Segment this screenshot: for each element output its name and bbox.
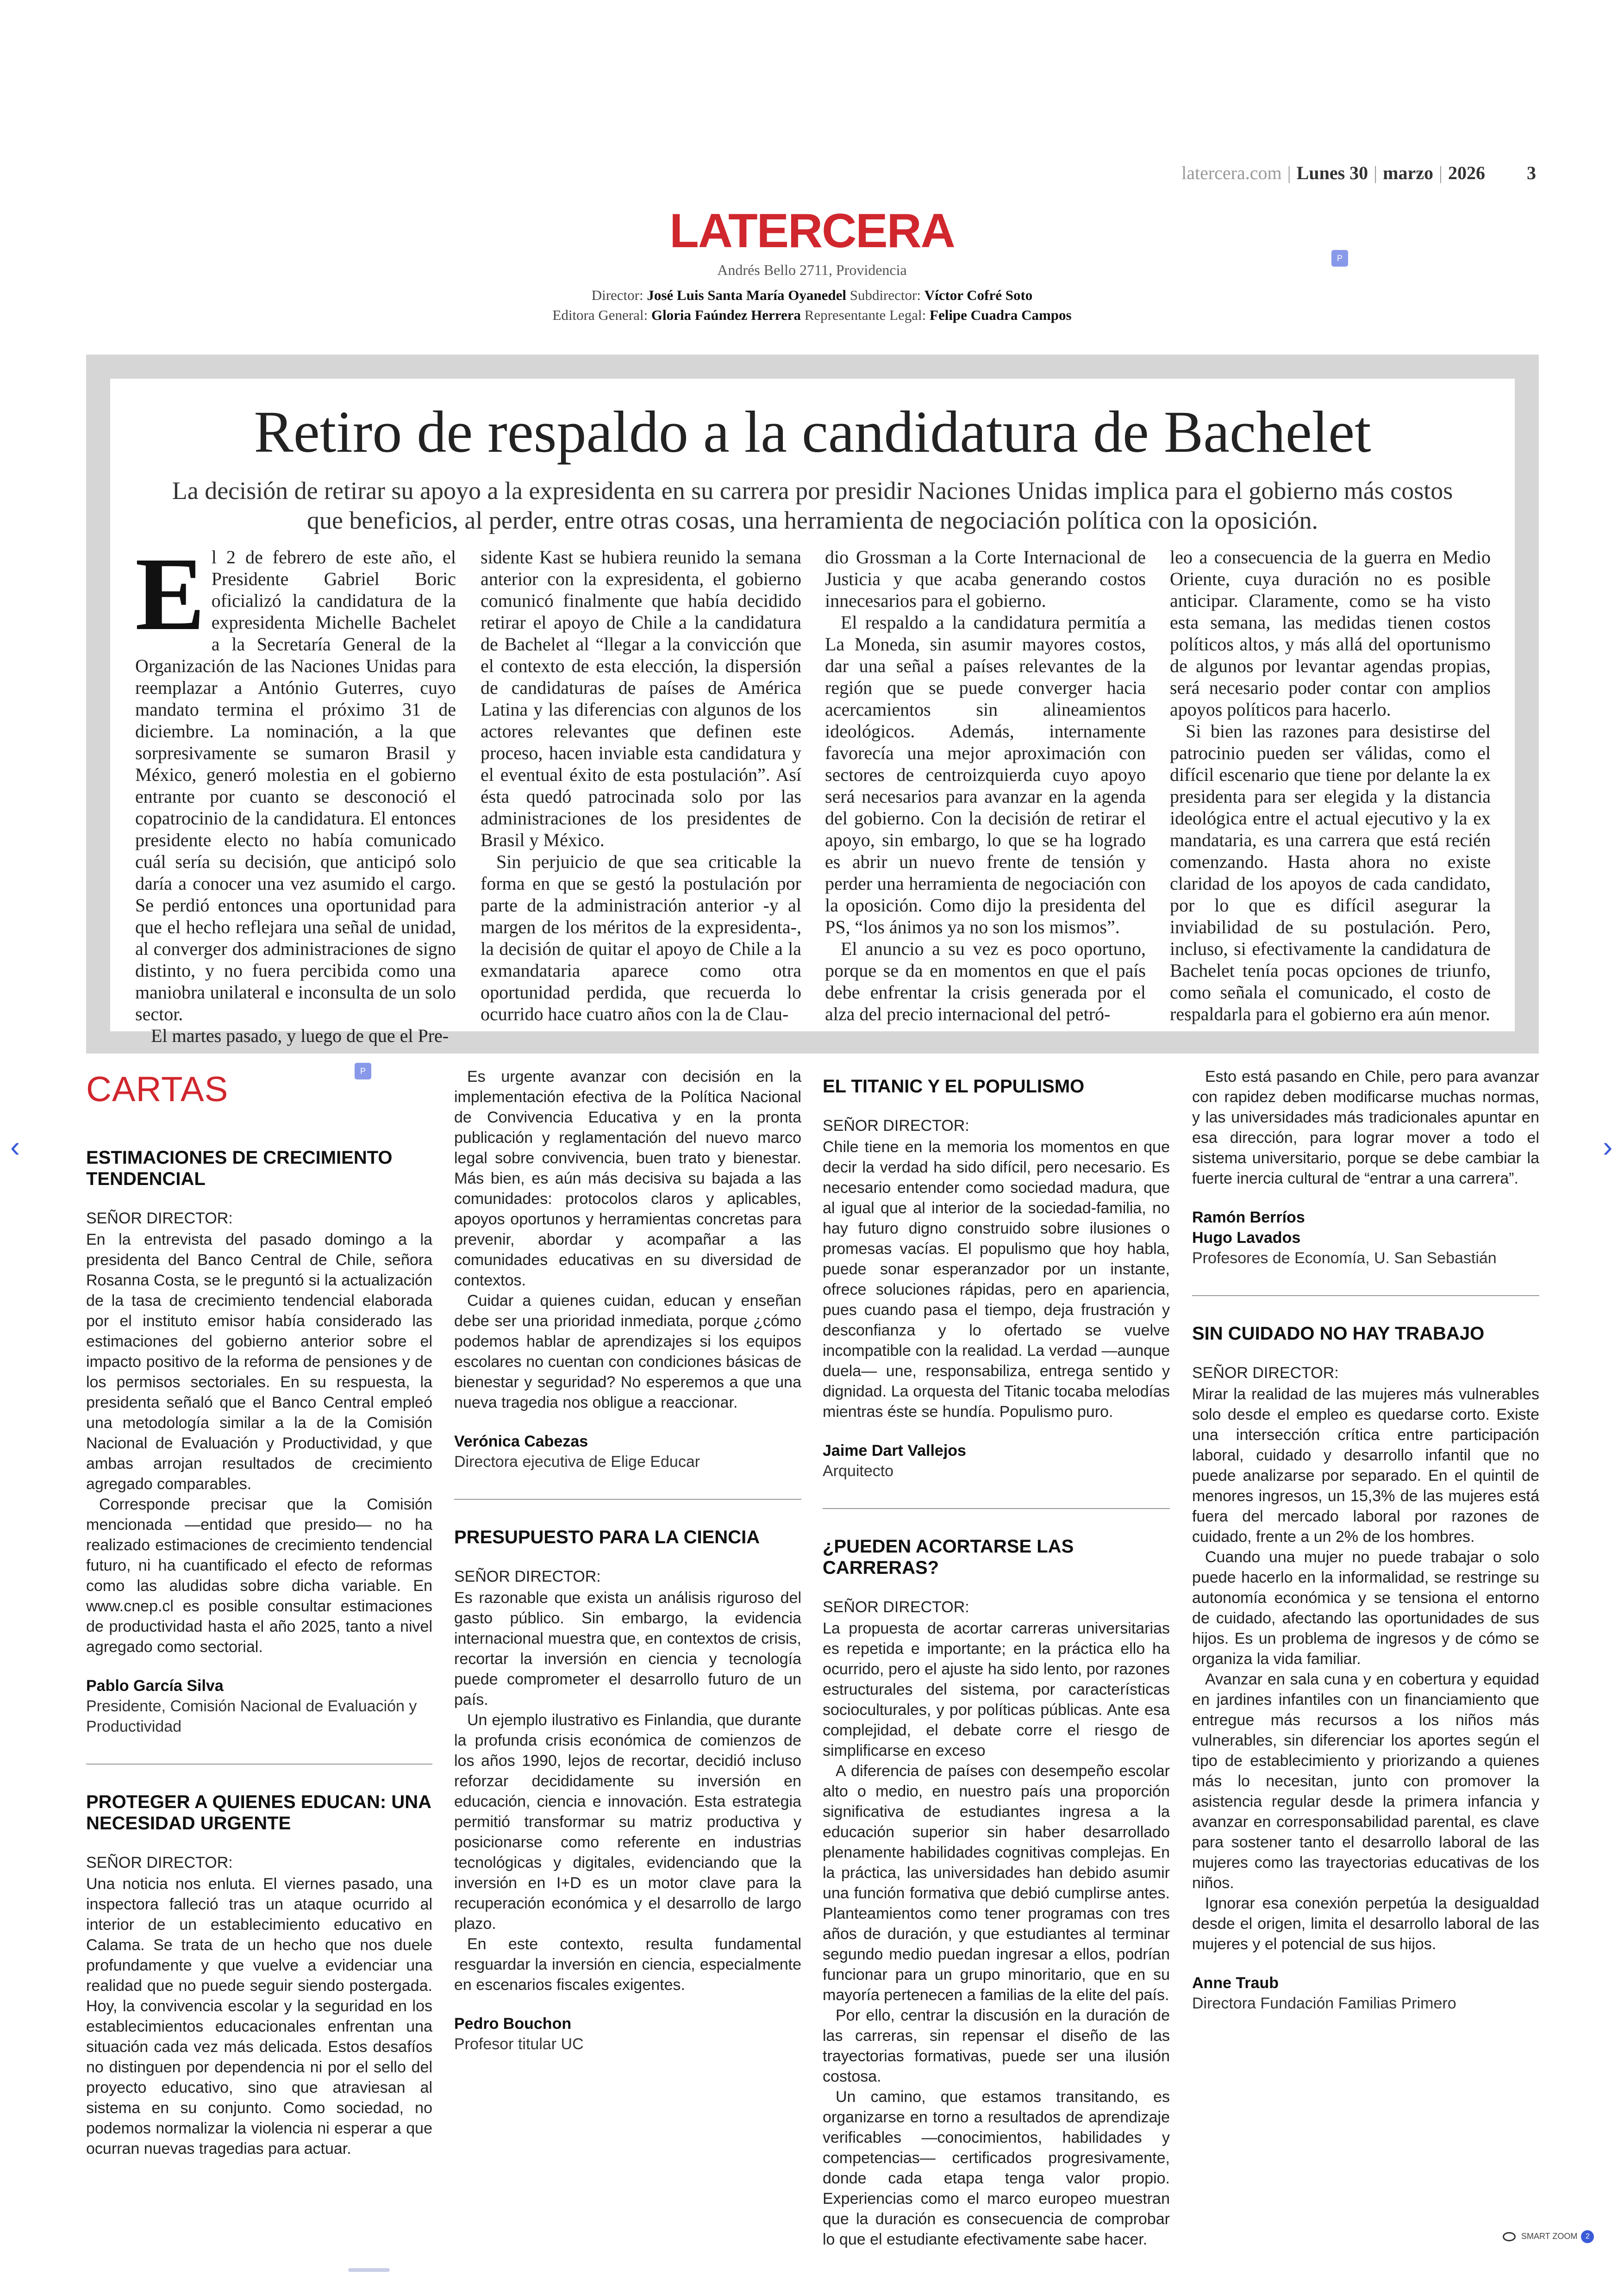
letter-paragraph: Chile tiene en la memoria los momentos en que decir la verdad ha sido difícil, pero necesario. Es necesario entender como sociedad madura, que al igual que al interior de la sociedad-familia, no hay futuro digno construido sobre ilusiones o promesas vacías. El populismo que hoy habla, puede sonar esperanzador por un instante, ofrece soluciones rápidas, pero en apariencia, pues cuando pasa el tiempo, deja frustración y desconfianza y lo ofertado se vuelve incompatible con la realidad. La verdad —aunque duela— une, responsabiliza, entrega sentido y dignidad. La orquesta del Titanic tocaba melodías mientras éste se hundía. Populismo puro. — [823, 1138, 1170, 1421]
smart-zoom-button[interactable] — [1503, 2230, 1594, 2243]
cartas-column-4 — [1192, 1066, 1539, 2014]
cartas-column-3 — [823, 1076, 1170, 2250]
letter-salutation: SEÑOR DIRECTOR: — [823, 1598, 969, 1616]
letter-salutation: SEÑOR DIRECTOR: — [86, 1854, 233, 1871]
letter-signature: Jaime Dart Vallejos — [823, 1442, 966, 1459]
letter-signature: Hugo Lavados — [1192, 1229, 1301, 1247]
letter-signature: Pablo García Silva — [86, 1677, 224, 1695]
letter-signer-role: Presidente, Comisión Nacional de Evaluación y Productividad — [86, 1697, 417, 1735]
cartas-section-title: CARTAS — [86, 1070, 229, 1109]
letter-title: SIN CUIDADO NO HAY TRABAJO — [1192, 1323, 1485, 1344]
letter-signature: Verónica Cabezas — [454, 1433, 588, 1450]
drop-cap: E — [135, 536, 205, 652]
divider — [1192, 1295, 1539, 1296]
newspaper-logo: LATERCERA — [669, 204, 955, 258]
letter-signature: Pedro Bouchon — [454, 2015, 572, 2033]
letter-paragraph: Cuando una mujer no puede trabajar o solo puede hacerlo en la informalidad, se restringe su autonomía económica y se tensiona el entorno de cuidado, afectando las oportunidades de sus hijos. Es un problema de ingresos y de cómo se organiza la vida familiar. — [1192, 1548, 1539, 1668]
date-month: marzo — [1383, 162, 1433, 183]
editorial-paragraph: Si bien las razones para desistirse del patrocinio pueden ser válidas, como el difícil escenario que tiene por delante la ex presidenta para ser elegida y la distancia ideológica entre el actual ejecutivo y la ex mandataria, es una carrera que está recién comenzando. Hasta ahora no existe claridad de los apoyos de cada candidato, por lo que es difícil asegurar la inviabilidad de su postulación. Pero, incluso, si efectivamente la candidatura de Bachelet tenía pocas opciones de triunfo, como señala el comunicado, el costo de respaldarla para el gobierno era aún menor. — [1170, 721, 1491, 1024]
date-year: 2026 — [1448, 162, 1485, 183]
letter-paragraph: A diferencia de países con desempeño escolar alto o medio, en nuestro país una proporción significativa de estudiantes ingresa a la educación superior sin haber desarrollado plenamente habilidades cognitivas complejas. En la práctica, las universidades han debido asumir una función formativa que debió cumplirse antes. Planteamientos como tener programas con tres años de duración, y que estudiantes al terminar segundo medio puedan ingresar a ellos, podrían funcionar para un grupo minoritario, que en su mayoría pertenecen a familias de la elite del país. — [823, 1762, 1170, 2004]
smart-zoom-count-badge: 2 — [1581, 2230, 1594, 2243]
page-scroll-indicator[interactable] — [348, 2268, 390, 2272]
letter-paragraph: Cuidar a quienes cuidan, educan y enseñan debe ser una prioridad inmediata, porque ¿cómo podemos hablar de aprendizajes si los equipos escolares no cuentan con condiciones básicas de bienestar y seguridad? No esperemos a que una nueva tragedia nos obligue a reaccionar. — [454, 1292, 801, 1411]
editorial-deck: La decisión de retirar su apoyo a la expresidenta en su carrera por presidir Naciones Unidas implica para el gobierno más costos que beneficios, al perder, entre otras cosas, una herramienta de negociación política con la oposición. — [172, 477, 1453, 534]
editorial-paragraph: El respaldo a la candidatura permitía a La Moneda, sin asumir mayores costos, dar una señal a países relevantes de la región que se puede converger hacia acercamientos sin alineamientos ideológicos. Además, internamente favorecía una mejor aproximación con sectores de centroizquierda cuyo apoyo será necesarios para avanzar en la agenda del gobierno. Con la decisión de retirar el apoyo, sin embargo, lo que se ha logrado es abrir un nuevo frente de tensión y perder una herramienta de negociación con la oposición. Como dijo la presidenta del PS, “los ánimos ya no son los mismos”. — [825, 612, 1146, 937]
editorial-column-1 — [135, 536, 456, 1047]
cartas-column-1 — [86, 1147, 432, 2159]
letter-title: PROTEGER A QUIENES EDUCAN: UNA NECESIDAD URGENTE — [86, 1792, 431, 1834]
letter-paragraph: Es razonable que exista un análisis riguroso del gasto público. Sin embargo, la evidencia internacional muestra que, en contextos de crisis, recortar la inversión en ciencia y tecnología puede comprometer el desarrollo futuro de un país. — [454, 1589, 801, 1709]
editorial-paragraph: El martes pasado, y luego de que el Pre- — [151, 1025, 449, 1046]
editorial-column-2 — [481, 546, 801, 1025]
letter-salutation: SEÑOR DIRECTOR: — [86, 1210, 233, 1227]
letter-title: PRESUPUESTO PARA LA CIENCIA — [454, 1527, 760, 1547]
divider — [86, 1764, 432, 1765]
divider — [823, 1508, 1170, 1509]
editorial-paragraph: sidente Kast se hubiera reunido la semana anterior con la expresidenta, el gobierno comunicó finalmente que había decidido retirar el apoyo de Chile a la candidatura de Bachelet al “llegar a la convicción que el contexto de esta elección, la dispersión de candidaturas de países de América Latina y las diferencias con algunos de los actores relevantes que definen este proceso, hacen inviable esta candidatura y el eventual éxito de esta postulación”. Así ésta quedó patrocinada solo por las administraciones de los presidentes de Brasil y México. — [481, 547, 801, 850]
letter-signer-role: Directora ejecutiva de Elige Educar — [454, 1453, 700, 1471]
eye-icon — [1503, 2232, 1516, 2241]
letter-paragraph: Es urgente avanzar con decisión en la implementación efectiva de la Política Nacional de Convivencia Educativa y en la pronta publicación y reglamentación del nuevo marco legal sobre convivencia, buen trato y bienestar. Más bien, es aún más decisiva su bajada a las comunidades: protocolos claros y aplicables, apoyos oportunos y herramientas concretas para prevenir, abordar y acompañar a las comunidades educativas en su diversidad de contextos. — [454, 1068, 801, 1289]
date-day: Lunes 30 — [1296, 162, 1368, 183]
letter-signer-role: Arquitecto — [823, 1462, 894, 1480]
letter-paragraph: Un ejemplo ilustrativo es Finlandia, que durante la profunda crisis económica de comienzos de los años 1990, lejos de recortar, decidió incluso reforzar decididamente su inversión en educación, ciencia e innovación. Esta estrategia permitió transformar su matriz productiva y posicionarse como referente en industrias tecnológicas y digitales, evidenciando que la inversión en I+D es un motor clave para la recuperación económica y el desarrollo de largo plazo. — [454, 1711, 801, 1933]
letter-signer-role: Profesores de Economía, U. San Sebastián — [1192, 1249, 1497, 1267]
editorial-column-4 — [1170, 546, 1491, 1025]
site-name: latercera.com — [1181, 162, 1282, 183]
letter-paragraph: Mirar la realidad de las mujeres más vulnerables solo desde el empleo es quedarse corto. Existe una intersección crítica entre participación laboral, cuidado y desarrollo infantil que no puede analizarse por separado. En el quintil de menores ingresos, un 15,3% de las mujeres está fuera del mercado laboral por razones de cuidado, frente a un 2% de los hombres. — [1192, 1385, 1539, 1546]
letter-paragraph: Ignorar esa conexión perpetúa la desigualdad desde el origen, limita el desarrollo laboral de las mujeres y el potencial de sus hijos. — [1192, 1895, 1539, 1953]
masthead-directors: Director: José Luis Santa María Oyanedel Subdirector: Víctor Cofré Soto — [591, 287, 1033, 303]
page-dateline: latercera.com | Lunes 30 | marzo | 2026 3 — [1181, 162, 1536, 183]
editorial-paragraph: Sin perjuicio de que sea criticable la forma en que se gestó la postulación por parte de la administración anterior -y al margen de los méritos de la expresidenta-, la decisión de quitar el apoyo de Chile a la exmandataria aparece como otra oportunidad perdida, que recuerda lo ocurrido hace cuatro años con la de Clau- — [481, 851, 801, 1024]
letter-signature: Anne Traub — [1192, 1974, 1279, 1992]
next-page-button[interactable]: › — [1603, 1130, 1613, 1163]
letter-signer-role: Directora Fundación Familias Primero — [1192, 1995, 1456, 2012]
letter-paragraph: En la entrevista del pasado domingo a la presidenta del Banco Central de Chile, señora Rosanna Costa, se le preguntó si la actualización de la tasa de crecimiento tendencial elaborada por el instituto emisor había considerado las estimaciones del gobierno anterior sobre el impacto positivo de la reforma de pensiones y de los permisos sectoriales. En su respuesta, la presidenta señaló que el Banco Central empleó una metodología similar a la de la Comisión Nacional de Evaluación y Productividad, y que ambas arrojan resultados de crecimiento agregado comparables. — [86, 1231, 432, 1493]
page-number: 3 — [1527, 162, 1536, 183]
letter-paragraph: Esto está pasando en Chile, pero para avanzar con rapidez deben modificarse muchas normas, y las universidades más tradicionales apuntar en esa dirección, para lograr mover a todo el sistema universitario, porque se debe cambiar la fuerte inercia cultural de “entrar a una carrera”. — [1192, 1068, 1539, 1187]
letter-title: ESTIMACIONES DE CRECIMIENTO TENDENCIAL — [86, 1148, 393, 1189]
previous-page-button[interactable]: ‹ — [10, 1130, 20, 1163]
letter-salutation: SEÑOR DIRECTOR: — [454, 1568, 601, 1585]
letter-paragraph: Un camino, que estamos transitando, es organizarse en torno a resultados de aprendizaje verificables —conocimientos, habilidades y competencias— certificados progresivamente, donde cada etapa tenga valor propio. Experiencias como el marco europeo muestran que la duración es consecuencia de comprobar lo que el estudiante efectivamente sabe hacer. — [823, 2088, 1170, 2248]
letter-paragraph: La propuesta de acortar carreras universitarias es repetida e importante; en la práctica ello ha ocurrido, pero el ajuste ha sido lento, por razones estructurales del sistema, por características socioculturales, y por políticas públicas. Ante esa complejidad, el debate corre el riesgo de simplificarse en exceso — [823, 1620, 1170, 1759]
letter-paragraph: Por ello, centrar la discusión en la duración de las carreras, sin repensar el diseño de las trayectorias formativas, puede ser una ilusión costosa. — [823, 2007, 1170, 2085]
annotation-pin-icon[interactable]: P — [1331, 250, 1348, 267]
editorial-headline: Retiro de respaldo a la candidatura de Bachelet — [254, 399, 1371, 465]
letter-salutation: SEÑOR DIRECTOR: — [1192, 1364, 1339, 1382]
divider — [454, 1499, 801, 1500]
letter-paragraph: Una noticia nos enluta. El viernes pasado, una inspectora falleció tras un ataque ocurrido al interior de un establecimiento educativo en Calama. Se trata de un hecho que nos duele profundamente y que vuelve a evidenciar una realidad que no puede seguir siendo postergada. Hoy, la convivencia escolar y la seguridad en los establecimientos educacionales enfrentan una situación cada vez más delicada. Estos desafíos no distinguen por dependencia ni por el sello del proyecto educativo, sino que atraviesan al sistema en su conjunto. Como sociedad, no podemos normalizar la violencia ni esperar a que ocurran nuevas tragedias para actuar. — [86, 1875, 432, 2158]
smart-zoom-label: SMART ZOOM — [1521, 2231, 1578, 2241]
annotation-pin-icon[interactable]: P — [355, 1063, 371, 1079]
editorial-paragraph: dio Grossman a la Corte Internacional de Justicia y que acaba generando costos innecesarios para el gobierno. — [825, 547, 1146, 611]
newspaper-address: Andrés Bello 2711, Providencia — [717, 262, 907, 278]
letter-salutation: SEÑOR DIRECTOR: — [823, 1117, 969, 1135]
editorial-paragraph: l 2 de febrero de este año, el Presidente Gabriel Boric oficializó la candidatura de la expresidenta Michelle Bachelet a la Secretaría General de la Organización de las Naciones Unidas para reemplazar a António Guterres, cuyo mandato termina el próximo 31 de diciembre. La nominación, a la que sorpresivamente se sumaron Brasil y México, generó molestia en el gobierno entrante por cuanto se desconoció el copatrocinio de la candidatura. El entonces presidente electo no había comunicado cuál sería su decisión, que anticipó solo daría a conocer una vez asumido el cargo. Se perdió entonces una oportunidad para que el hecho reflejara una señal de unidad, al converger dos administraciones de signo distinto, y no fuera percibida como una maniobra unilateral e inconsulta de un solo sector. — [135, 547, 456, 1024]
letter-paragraph: Corresponde precisar que la Comisión mencionada —entidad que presido— no ha realizado estimaciones de crecimiento tendencial futuro, ni ha cuantificado el efecto de reformas como las aludidas sobre dicha variable. En www.cnep.cl es posible consultar estimaciones de productividad hasta el año 2025, tanto a nivel agregado como sectorial. — [86, 1496, 432, 1656]
editorial-column-3 — [825, 546, 1146, 1025]
masthead-editors: Editora General: Gloria Faúndez Herrera Representante Legal: Felipe Cuadra Campos — [552, 307, 1072, 323]
letter-paragraph: En este contexto, resulta fundamental resguardar la inversión en ciencia, especialmente en escenarios fiscales exigentes. — [454, 1935, 801, 1994]
editorial-paragraph: El anuncio a su vez es poco oportuno, porque se da en momentos en que el país debe enfrentar la crisis generada por el alza del precio internacional del petró- — [825, 938, 1146, 1024]
letter-paragraph: Avanzar en sala cuna y en cobertura y equidad en jardines infantiles con un financiamiento que entregue más recursos a los niños más vulnerables, sin diferenciar los aportes según el tipo de establecimiento y priorizando a quienes más lo necesitan, junto con promover la asistencia regular desde la primera infancia y avanzar en corresponsabilidad parental, es clave para sostener tanto el desarrollo laboral de las mujeres como las trayectorias educativas de los niños. — [1192, 1671, 1539, 1892]
editorial-paragraph: leo a consecuencia de la guerra en Medio Oriente, cuya duración no es posible anticipar. Claramente, como se ha visto esta semana, las medidas tienen costos políticos altos, y más allá del oportunismo de algunos por levantar agendas propias, será necesario poder contar con amplios apoyos políticos para hacerlo. — [1170, 547, 1491, 720]
letter-title: EL TITANIC Y EL POPULISMO — [823, 1076, 1085, 1097]
letter-signer-role: Profesor titular UC — [454, 2035, 584, 2053]
letter-signature: Ramón Berríos — [1192, 1209, 1305, 1226]
cartas-column-2 — [454, 1066, 801, 2054]
letter-title: ¿PUEDEN ACORTARSE LAS CARRERAS? — [823, 1536, 1074, 1578]
